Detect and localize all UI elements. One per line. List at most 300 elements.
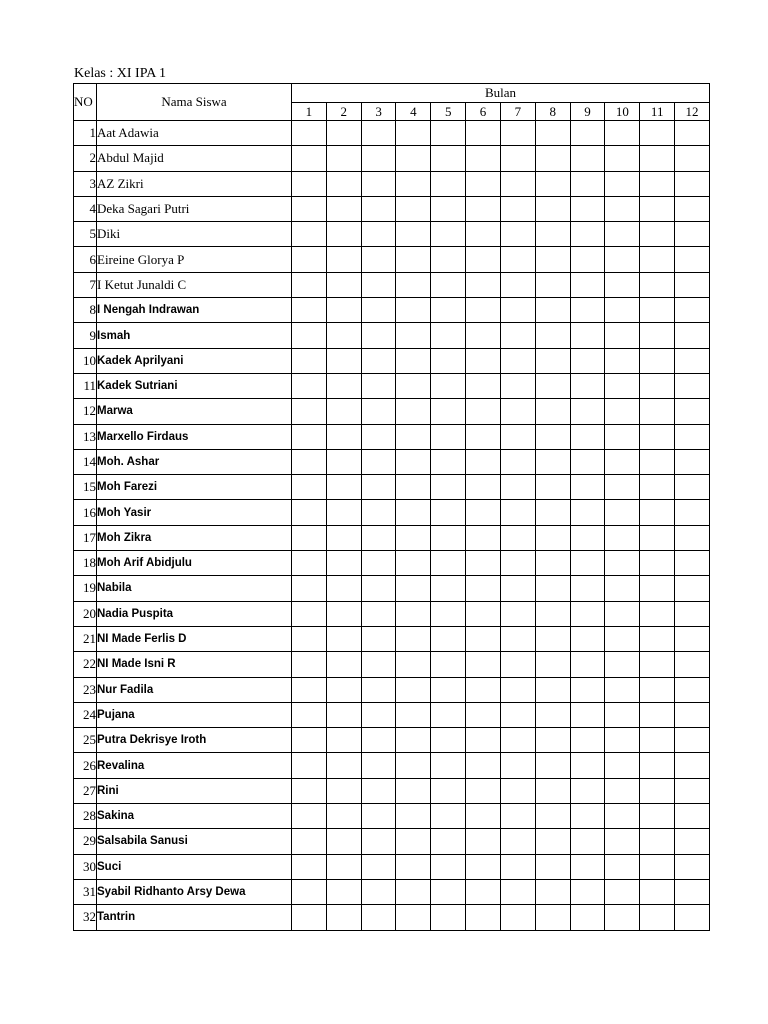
month-cell — [396, 551, 431, 576]
month-cell — [431, 728, 466, 753]
table-row — [74, 879, 710, 904]
month-cell — [361, 373, 396, 398]
month-cell — [640, 576, 675, 601]
month-cell — [535, 196, 570, 221]
month-cell — [605, 373, 640, 398]
month-cell — [640, 272, 675, 297]
month-cell — [431, 753, 466, 778]
month-cell — [396, 298, 431, 323]
row-number: 9 — [74, 323, 97, 348]
month-cell — [605, 348, 640, 373]
month-cell — [466, 753, 501, 778]
table-row — [74, 500, 710, 525]
row-number: 24 — [74, 702, 97, 727]
month-cell — [361, 854, 396, 879]
student-name: Eireine Glorya P — [97, 247, 292, 272]
month-cell — [535, 348, 570, 373]
month-cell — [500, 449, 535, 474]
column-header-no: NO — [74, 84, 97, 121]
month-cell — [535, 272, 570, 297]
month-cell — [466, 121, 501, 146]
month-cell — [466, 652, 501, 677]
month-cell — [640, 247, 675, 272]
month-cell — [431, 424, 466, 449]
month-cell — [326, 854, 361, 879]
month-cell — [640, 121, 675, 146]
row-number: 31 — [74, 879, 97, 904]
table-row — [74, 753, 710, 778]
month-cell — [535, 652, 570, 677]
month-cell — [570, 601, 605, 626]
month-cell — [570, 399, 605, 424]
month-cell — [431, 323, 466, 348]
month-cell — [396, 475, 431, 500]
month-cell — [675, 298, 710, 323]
month-cell — [605, 399, 640, 424]
month-cell — [466, 399, 501, 424]
month-cell — [500, 879, 535, 904]
month-cell — [292, 298, 327, 323]
student-name: Suci — [97, 854, 292, 879]
month-cell — [570, 728, 605, 753]
month-cell — [605, 298, 640, 323]
month-cell — [326, 576, 361, 601]
month-cell — [466, 373, 501, 398]
month-cell — [500, 652, 535, 677]
month-cell — [500, 728, 535, 753]
month-cell — [292, 196, 327, 221]
student-name: Moh Yasir — [97, 500, 292, 525]
month-cell — [640, 500, 675, 525]
month-cell — [675, 475, 710, 500]
month-cell — [431, 702, 466, 727]
month-cell — [431, 905, 466, 930]
month-cell — [431, 222, 466, 247]
table-row — [74, 348, 710, 373]
month-cell — [605, 905, 640, 930]
month-cell — [361, 222, 396, 247]
month-cell — [535, 551, 570, 576]
month-cell — [640, 854, 675, 879]
student-name: Kadek Sutriani — [97, 373, 292, 398]
month-cell — [361, 879, 396, 904]
month-cell — [570, 677, 605, 702]
month-cell — [675, 905, 710, 930]
student-name: Deka Sagari Putri — [97, 196, 292, 221]
month-cell — [535, 475, 570, 500]
month-cell — [535, 829, 570, 854]
row-number: 20 — [74, 601, 97, 626]
month-cell — [361, 247, 396, 272]
month-cell — [675, 753, 710, 778]
month-cell — [675, 854, 710, 879]
table-row — [74, 247, 710, 272]
month-cell — [640, 449, 675, 474]
table-row — [74, 323, 710, 348]
month-cell — [605, 829, 640, 854]
month-cell — [396, 525, 431, 550]
month-cell — [535, 171, 570, 196]
month-cell — [605, 222, 640, 247]
month-cell — [640, 702, 675, 727]
month-cell — [361, 677, 396, 702]
month-cell — [570, 778, 605, 803]
student-name: Ismah — [97, 323, 292, 348]
row-number: 30 — [74, 854, 97, 879]
month-cell — [605, 323, 640, 348]
month-header-7: 7 — [500, 103, 535, 121]
month-cell — [535, 373, 570, 398]
month-cell — [605, 196, 640, 221]
student-name: Tantrin — [97, 905, 292, 930]
month-cell — [500, 222, 535, 247]
month-cell — [466, 500, 501, 525]
student-name: Nabila — [97, 576, 292, 601]
month-cell — [326, 804, 361, 829]
month-cell — [640, 626, 675, 651]
month-cell — [292, 702, 327, 727]
month-cell — [535, 525, 570, 550]
month-cell — [292, 905, 327, 930]
month-cell — [431, 449, 466, 474]
month-cell — [396, 576, 431, 601]
month-cell — [431, 601, 466, 626]
month-cell — [292, 171, 327, 196]
row-number: 32 — [74, 905, 97, 930]
table-row — [74, 475, 710, 500]
student-name: Aat Adawia — [97, 121, 292, 146]
month-cell — [326, 905, 361, 930]
month-header-11: 11 — [640, 103, 675, 121]
month-header-10: 10 — [605, 103, 640, 121]
month-cell — [570, 272, 605, 297]
month-cell — [431, 829, 466, 854]
month-cell — [605, 551, 640, 576]
month-cell — [292, 804, 327, 829]
month-cell — [326, 626, 361, 651]
month-cell — [292, 424, 327, 449]
month-cell — [500, 829, 535, 854]
month-cell — [292, 601, 327, 626]
row-number: 10 — [74, 348, 97, 373]
row-number: 16 — [74, 500, 97, 525]
month-cell — [292, 222, 327, 247]
month-cell — [570, 298, 605, 323]
month-cell — [361, 475, 396, 500]
month-cell — [675, 551, 710, 576]
month-cell — [605, 146, 640, 171]
month-cell — [535, 449, 570, 474]
table-row — [74, 728, 710, 753]
month-cell — [640, 475, 675, 500]
month-cell — [675, 728, 710, 753]
month-cell — [396, 449, 431, 474]
month-cell — [640, 879, 675, 904]
month-cell — [466, 171, 501, 196]
row-number: 6 — [74, 247, 97, 272]
month-cell — [396, 121, 431, 146]
month-cell — [535, 702, 570, 727]
month-cell — [675, 399, 710, 424]
month-cell — [500, 626, 535, 651]
month-cell — [431, 247, 466, 272]
month-cell — [675, 196, 710, 221]
month-cell — [466, 677, 501, 702]
student-name: Syabil Ridhanto Arsy Dewa — [97, 879, 292, 904]
month-cell — [640, 525, 675, 550]
month-cell — [326, 373, 361, 398]
row-number: 4 — [74, 196, 97, 221]
month-cell — [466, 728, 501, 753]
month-cell — [500, 196, 535, 221]
month-cell — [466, 247, 501, 272]
month-cell — [675, 247, 710, 272]
month-cell — [535, 323, 570, 348]
month-header-2: 2 — [326, 103, 361, 121]
month-cell — [396, 702, 431, 727]
month-cell — [326, 728, 361, 753]
month-cell — [640, 298, 675, 323]
month-cell — [466, 804, 501, 829]
month-cell — [361, 626, 396, 651]
row-number: 11 — [74, 373, 97, 398]
month-cell — [675, 222, 710, 247]
month-cell — [570, 829, 605, 854]
month-cell — [292, 500, 327, 525]
month-cell — [570, 196, 605, 221]
month-header-3: 3 — [361, 103, 396, 121]
month-cell — [640, 753, 675, 778]
month-cell — [396, 500, 431, 525]
month-cell — [396, 146, 431, 171]
row-number: 19 — [74, 576, 97, 601]
month-cell — [431, 399, 466, 424]
month-cell — [466, 854, 501, 879]
month-cell — [535, 728, 570, 753]
month-cell — [535, 626, 570, 651]
month-cell — [640, 804, 675, 829]
month-cell — [431, 171, 466, 196]
month-cell — [675, 804, 710, 829]
month-cell — [605, 121, 640, 146]
month-cell — [570, 626, 605, 651]
month-cell — [500, 475, 535, 500]
month-cell — [292, 576, 327, 601]
month-cell — [605, 247, 640, 272]
month-cell — [292, 247, 327, 272]
month-cell — [361, 601, 396, 626]
month-cell — [361, 525, 396, 550]
month-cell — [361, 829, 396, 854]
month-cell — [292, 677, 327, 702]
row-number: 2 — [74, 146, 97, 171]
month-cell — [361, 728, 396, 753]
month-cell — [431, 804, 466, 829]
month-cell — [570, 171, 605, 196]
month-cell — [640, 146, 675, 171]
month-cell — [396, 171, 431, 196]
month-cell — [570, 551, 605, 576]
month-cell — [466, 146, 501, 171]
month-cell — [361, 399, 396, 424]
row-number: 25 — [74, 728, 97, 753]
month-cell — [570, 121, 605, 146]
month-cell — [675, 146, 710, 171]
table-row — [74, 298, 710, 323]
month-cell — [361, 272, 396, 297]
month-cell — [500, 677, 535, 702]
month-cell — [361, 500, 396, 525]
month-cell — [431, 551, 466, 576]
month-cell — [396, 778, 431, 803]
month-cell — [466, 525, 501, 550]
month-cell — [535, 500, 570, 525]
month-cell — [396, 424, 431, 449]
month-cell — [466, 626, 501, 651]
month-cell — [535, 677, 570, 702]
month-cell — [431, 879, 466, 904]
month-cell — [292, 323, 327, 348]
month-cell — [640, 728, 675, 753]
month-cell — [361, 804, 396, 829]
month-cell — [640, 399, 675, 424]
month-cell — [500, 399, 535, 424]
student-name: NI Made Isni R — [97, 652, 292, 677]
student-name: Kadek Aprilyani — [97, 348, 292, 373]
table-row — [74, 905, 710, 930]
month-cell — [500, 778, 535, 803]
month-cell — [640, 677, 675, 702]
month-cell — [466, 551, 501, 576]
month-cell — [326, 475, 361, 500]
row-number: 1 — [74, 121, 97, 146]
month-cell — [361, 348, 396, 373]
student-name: Pujana — [97, 702, 292, 727]
month-cell — [431, 298, 466, 323]
month-cell — [361, 702, 396, 727]
month-cell — [535, 854, 570, 879]
month-cell — [292, 348, 327, 373]
month-cell — [605, 449, 640, 474]
month-cell — [535, 247, 570, 272]
month-cell — [361, 298, 396, 323]
month-cell — [570, 652, 605, 677]
month-cell — [292, 475, 327, 500]
month-cell — [500, 804, 535, 829]
month-cell — [500, 753, 535, 778]
month-cell — [431, 500, 466, 525]
month-cell — [431, 677, 466, 702]
month-cell — [640, 551, 675, 576]
student-name: Abdul Majid — [97, 146, 292, 171]
month-cell — [326, 348, 361, 373]
month-cell — [292, 652, 327, 677]
month-cell — [605, 728, 640, 753]
month-cell — [326, 525, 361, 550]
month-cell — [396, 323, 431, 348]
student-name: Diki — [97, 222, 292, 247]
column-header-bulan: Bulan — [292, 84, 710, 103]
month-cell — [500, 348, 535, 373]
month-cell — [396, 879, 431, 904]
row-number: 14 — [74, 449, 97, 474]
month-cell — [326, 272, 361, 297]
month-cell — [396, 753, 431, 778]
month-cell — [361, 196, 396, 221]
month-cell — [431, 348, 466, 373]
month-cell — [466, 449, 501, 474]
month-cell — [675, 601, 710, 626]
month-cell — [326, 323, 361, 348]
month-cell — [431, 196, 466, 221]
month-cell — [605, 424, 640, 449]
attendance-table — [73, 83, 710, 931]
month-cell — [292, 829, 327, 854]
row-number: 23 — [74, 677, 97, 702]
student-name: I Nengah Indrawan — [97, 298, 292, 323]
table-row — [74, 196, 710, 221]
row-number: 27 — [74, 778, 97, 803]
month-cell — [326, 146, 361, 171]
month-cell — [535, 399, 570, 424]
month-cell — [396, 247, 431, 272]
row-number: 28 — [74, 804, 97, 829]
month-cell — [396, 626, 431, 651]
month-cell — [605, 500, 640, 525]
row-number: 15 — [74, 475, 97, 500]
month-cell — [292, 626, 327, 651]
month-cell — [431, 652, 466, 677]
month-cell — [535, 905, 570, 930]
month-cell — [570, 373, 605, 398]
month-cell — [535, 222, 570, 247]
month-cell — [605, 626, 640, 651]
month-cell — [605, 753, 640, 778]
month-cell — [292, 728, 327, 753]
table-row — [74, 525, 710, 550]
month-cell — [500, 576, 535, 601]
month-cell — [396, 829, 431, 854]
month-cell — [326, 652, 361, 677]
month-cell — [500, 298, 535, 323]
month-cell — [675, 449, 710, 474]
month-cell — [605, 475, 640, 500]
month-cell — [500, 525, 535, 550]
student-name: Rini — [97, 778, 292, 803]
month-cell — [326, 753, 361, 778]
month-cell — [326, 399, 361, 424]
month-cell — [292, 778, 327, 803]
table-row — [74, 171, 710, 196]
month-cell — [431, 475, 466, 500]
month-cell — [535, 778, 570, 803]
month-cell — [675, 702, 710, 727]
month-cell — [675, 652, 710, 677]
student-name: Salsabila Sanusi — [97, 829, 292, 854]
month-cell — [396, 373, 431, 398]
month-cell — [675, 121, 710, 146]
month-cell — [431, 626, 466, 651]
month-cell — [500, 272, 535, 297]
month-cell — [326, 677, 361, 702]
month-cell — [640, 829, 675, 854]
month-cell — [640, 424, 675, 449]
month-cell — [326, 171, 361, 196]
month-cell — [640, 323, 675, 348]
table-row — [74, 373, 710, 398]
student-name: Revalina — [97, 753, 292, 778]
month-cell — [675, 829, 710, 854]
